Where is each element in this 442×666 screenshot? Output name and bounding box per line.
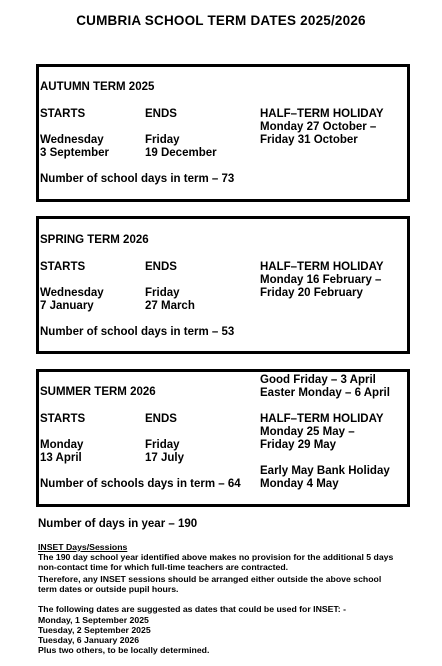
spring-end-day: Friday — [145, 287, 180, 299]
summer-start-day: Monday — [40, 439, 84, 451]
autumn-holiday-start: Monday 27 October – — [260, 121, 377, 133]
summer-end-date: 17 July — [145, 452, 184, 464]
spring-holiday-label: HALF–TERM HOLIDAY — [260, 261, 384, 273]
inset-date: Tuesday, 2 September 2025 — [38, 625, 151, 635]
summer-holiday-label: HALF–TERM HOLIDAY — [260, 413, 384, 425]
inset-para1-line1: The 190 day school year identified above makes no provision for the additional 5 days — [38, 552, 394, 562]
spring-holiday-end: Friday 20 February — [260, 287, 363, 299]
autumn-days-count: Number of school days in term – 73 — [40, 173, 235, 185]
summer-holiday-start: Monday 25 May – — [260, 426, 355, 438]
autumn-end-day: Friday — [145, 134, 180, 146]
inset-suggest-text: The following dates are suggested as dates that could be used for INSET: - — [38, 604, 346, 614]
autumn-starts-label: STARTS — [40, 108, 86, 120]
spring-holiday-start: Monday 16 February – — [260, 274, 382, 286]
inset-heading: INSET Days/Sessions — [38, 542, 128, 552]
summer-start-date: 13 April — [40, 452, 82, 464]
spring-end-date: 27 March — [145, 300, 195, 312]
autumn-end-date: 19 December — [145, 147, 217, 159]
summer-end-day: Friday — [145, 439, 180, 451]
year-days-count: Number of days in year – 190 — [38, 518, 198, 530]
spring-term-heading: SPRING TERM 2026 — [40, 234, 149, 246]
spring-starts-label: STARTS — [40, 261, 86, 273]
autumn-start-date: 3 September — [40, 147, 110, 159]
inset-para1-line2: non-contact time for which full-time teachers are contracted. — [38, 562, 289, 572]
autumn-start-day: Wednesday — [40, 134, 104, 146]
spring-start-day: Wednesday — [40, 287, 104, 299]
autumn-holiday-end: Friday 31 October — [260, 134, 358, 146]
inset-para2-line2: term dates or outside pupil hours. — [38, 584, 179, 594]
easter-monday: Easter Monday – 6 April — [260, 387, 390, 399]
summer-holiday-end: Friday 29 May — [260, 439, 337, 451]
inset-date: Tuesday, 6 January 2026 — [38, 635, 140, 645]
autumn-holiday-label: HALF–TERM HOLIDAY — [260, 108, 384, 120]
autumn-ends-label: ENDS — [145, 108, 177, 120]
page-title: CUMBRIA SCHOOL TERM DATES 2025/2026 — [76, 13, 366, 28]
bank-holiday-label: Early May Bank Holiday — [260, 465, 390, 477]
summer-ends-label: ENDS — [145, 413, 177, 425]
spring-start-date: 7 January — [40, 300, 94, 312]
inset-others: Plus two others, to be locally determined. — [38, 645, 210, 655]
summer-starts-label: STARTS — [40, 413, 86, 425]
bank-holiday-date: Monday 4 May — [260, 478, 339, 490]
inset-para2-line1: Therefore, any INSET sessions should be arranged either outside the above school — [38, 574, 382, 584]
summer-days-count: Number of schools days in term – 64 — [40, 478, 241, 490]
spring-ends-label: ENDS — [145, 261, 177, 273]
autumn-term-heading: AUTUMN TERM 2025 — [40, 81, 155, 93]
spring-days-count: Number of school days in term – 53 — [40, 326, 235, 338]
good-friday: Good Friday – 3 April — [260, 374, 376, 386]
summer-term-heading: SUMMER TERM 2026 — [40, 386, 156, 398]
inset-date: Monday, 1 September 2025 — [38, 615, 149, 625]
